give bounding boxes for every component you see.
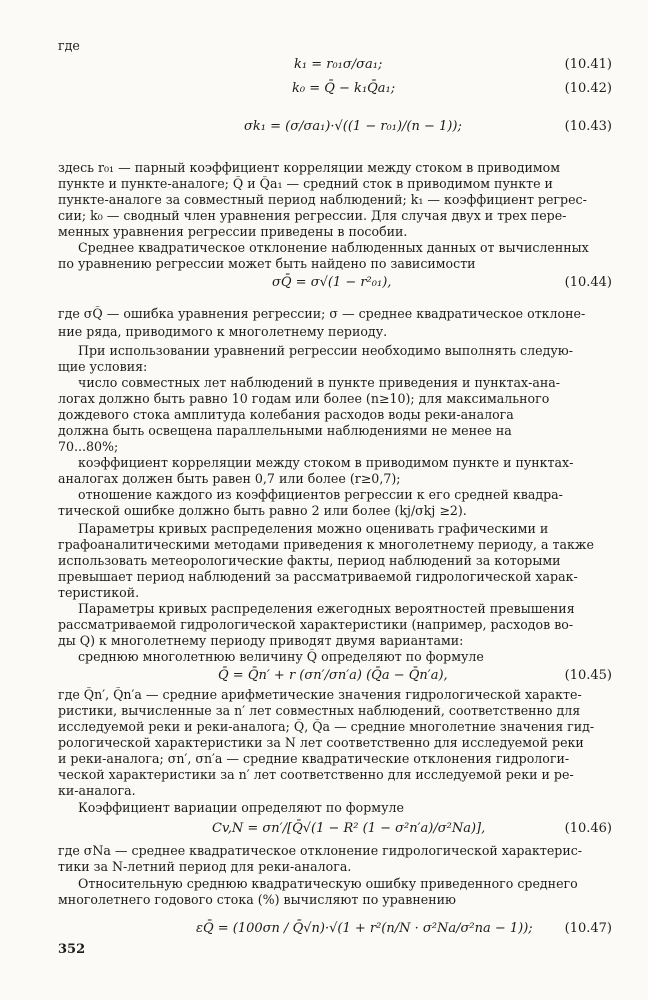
text-line: пункте и пункте-аналоге; Q̄ и Q̄a₁ — средний сток в приводимом пункте и	[58, 176, 553, 191]
formula-10-46: Cv,N = σn′/[Q̄√(1 − R² (1 − σ²n′a)/σ²Na)],	[212, 821, 486, 836]
formula-10-43: σk₁ = (σ/σa₁)·√((1 − r₀₁)/(n − 1));	[244, 119, 462, 134]
text-line: Коэффициент вариации определяют по формуле	[78, 800, 404, 815]
text-line: где Q̄n′, Q̄n′a — средние арифметические значения гидрологической характе-	[58, 687, 582, 702]
text-line: дождевого стока амплитуда колебания расходов воды реки-аналога	[58, 407, 514, 422]
text-line: среднюю многолетнюю величину Q̄ определяют по формуле	[78, 649, 484, 664]
text-line: щие условия:	[58, 359, 148, 374]
text-line: пункте-аналоге за совместный период наблюдений; k₁ — коэффициент регрес-	[58, 192, 587, 207]
text-line: Параметры кривых распределения ежегодных вероятностей превышения	[78, 601, 575, 616]
text-line: сии; k₀ — сводный член уравнения регрессии. Для случая двух и трех пере-	[58, 208, 567, 223]
text-line: где σQ̄ — ошибка уравнения регрессии; σ — среднее квадратическое отклоне-	[58, 306, 586, 321]
text-line: тической ошибке должно быть равно 2 или более (kj/σkj ≥2).	[58, 503, 467, 518]
formula-10-41: k₁ = r₀₁σ/σa₁;	[294, 57, 383, 72]
equation-number: (10.45)	[564, 668, 612, 683]
text-line: использовать метеорологические факты, период наблюдений за которыми	[58, 553, 561, 568]
text-line: отношение каждого из коэффициентов регрессии к его средней квадра-	[78, 487, 563, 502]
text-line: по уравнению регрессии может быть найдено по зависимости	[58, 256, 476, 271]
formula-10-47: εQ̄ = (100σn / Q̄√n)·√(1 + r²(n/N · σ²Na/σ²na − 1));	[196, 921, 533, 936]
text-line: Относительную среднюю квадратическую ошибку приведенного среднего	[78, 876, 578, 891]
text-line: исследуемой реки и реки-аналога; Q̄, Q̄a — средние многолетние значения гид-	[58, 719, 595, 734]
text-line: ки-аналога.	[58, 783, 136, 798]
text-line: число совместных лет наблюдений в пункте приведения и пунктах-ана-	[78, 375, 561, 390]
equation-number: (10.44)	[564, 275, 612, 290]
text-line: 70...80%;	[58, 439, 119, 454]
text-line: теристикой.	[58, 585, 140, 600]
equation-number: (10.43)	[564, 119, 612, 134]
equation-number: (10.41)	[564, 57, 612, 72]
text-line: Среднее квадратическое отклонение наблюденных данных от вычисленных	[78, 240, 589, 255]
equation-number: (10.46)	[564, 821, 612, 836]
formula-10-44: σQ̄ = σ√(1 − r²₀₁),	[272, 275, 392, 290]
formula-10-42: k₀ = Q̄ − k₁Q̄a₁;	[292, 81, 396, 96]
text-line: ние ряда, приводимого к многолетнему периоду.	[58, 324, 388, 339]
text-line: где	[58, 38, 80, 53]
text-line: Параметры кривых распределения можно оценивать графическими и	[78, 521, 549, 536]
text-line: здесь r₀₁ — парный коэффициент корреляции между стоком в приводимом	[58, 160, 561, 175]
text-line: и реки-аналога; σn′, σn′a — средние квадратические отклонения гидрологи-	[58, 751, 570, 766]
text-line: ческой характеристики за n′ лет соответственно для исследуемой реки и ре-	[58, 767, 574, 782]
text-line: ды Q) к многолетнему периоду приводят двумя вариантами:	[58, 633, 464, 648]
text-line: где σNa — среднее квадратическое отклонение гидрологической характерис-	[58, 843, 583, 858]
text-line: ристики, вычисленные за n′ лет совместных наблюдений, соответственно для	[58, 703, 581, 718]
text-line: логах должно быть равно 10 годам или более (n≥10); для максимального	[58, 391, 550, 406]
text-line: коэффициент корреляции между стоком в приводимом пункте и пунктах-	[78, 455, 574, 470]
text-line: аналогах должен быть равен 0,7 или более (r≥0,7);	[58, 471, 401, 486]
formula-10-45: Q̄ = Q̄n′ + r (σn′/σn′a) (Q̄a − Q̄n′a),	[218, 668, 448, 683]
page-number: 352	[58, 942, 86, 957]
text-line: должна быть освещена параллельными наблюдениями не менее на	[58, 423, 512, 438]
text-line: многолетнего годового стока (%) вычисляют по уравнению	[58, 892, 456, 907]
text-line: превышает период наблюдений за рассматриваемой гидрологической харак-	[58, 569, 578, 584]
equation-number: (10.47)	[564, 921, 612, 936]
text-line: тики за N-летний период для реки-аналога.	[58, 859, 352, 874]
text-line: графоаналитическими методами приведения к многолетнему периоду, а также	[58, 537, 594, 552]
text-line: рассматриваемой гидрологической характеристики (например, расходов во-	[58, 617, 574, 632]
text-line: При использовании уравнений регрессии необходимо выполнять следую-	[78, 343, 573, 358]
text-line: менных уравнения регрессии приведены в пособии.	[58, 224, 408, 239]
text-line: рологической характеристики за N лет соответственно для исследуемой реки	[58, 735, 584, 750]
equation-number: (10.42)	[564, 81, 612, 96]
